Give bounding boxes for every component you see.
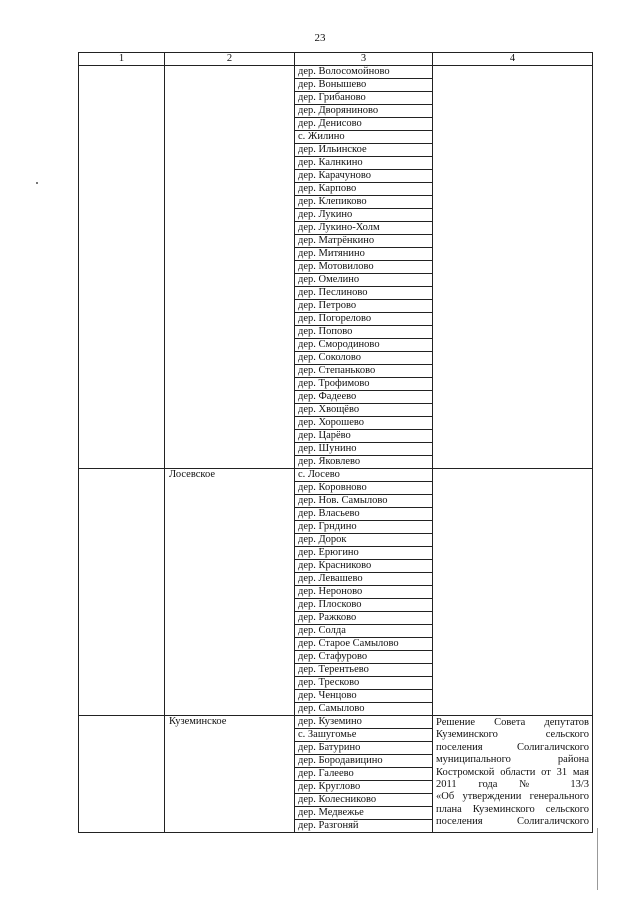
village-list — [295, 469, 432, 715]
village-item: с. Лосево — [295, 469, 432, 482]
column-header: 4 — [433, 53, 593, 66]
village-item: дер. Мотовилово — [295, 261, 432, 274]
column-header: 3 — [295, 53, 433, 66]
village-item: дер. Яковлево — [298, 456, 361, 467]
village-item: дер. Ражково — [295, 612, 432, 625]
region-cell — [79, 66, 165, 469]
village-item: дер. Шунино — [295, 443, 432, 456]
village-item: дер. Нов. Самылово — [295, 495, 432, 508]
village-item: дер. Петрово — [295, 300, 432, 313]
column-header: 1 — [79, 53, 165, 66]
village-item: дер. Хорошево — [295, 417, 432, 430]
scan-speck — [36, 182, 38, 184]
village-item: дер. Клепиково — [295, 196, 432, 209]
decision-note-line: поселения Солигаличского — [436, 741, 589, 753]
village-item: дер. Попово — [295, 326, 432, 339]
village-item: дер. Круглово — [295, 781, 432, 794]
villages-cell — [295, 469, 433, 716]
village-item: дер. Грндино — [295, 521, 432, 534]
village-item: дер. Трофимово — [295, 378, 432, 391]
village-item: с. Зашугомье — [295, 729, 432, 742]
village-item: дер. Стафурово — [295, 651, 432, 664]
village-list — [295, 716, 432, 832]
settlement-cell — [165, 716, 295, 833]
village-item: дер. Старое Самылово — [295, 638, 432, 651]
document-basis-cell — [433, 469, 593, 716]
village-item: дер. Фадеево — [295, 391, 432, 404]
village-item: дер. Калнкино — [295, 157, 432, 170]
settlement-cell — [165, 66, 295, 469]
village-item: дер. Волосомойново — [295, 66, 432, 79]
village-item: дер. Вонышево — [295, 79, 432, 92]
decision-note-line: Куземинского сельского — [436, 729, 589, 741]
village-item: дер. Разгоняй — [298, 820, 359, 831]
village-item: дер. Хвощёво — [295, 404, 432, 417]
village-item: дер. Батурино — [295, 742, 432, 755]
settlements-table — [78, 52, 593, 833]
village-list — [295, 66, 432, 468]
village-item: дер. Лукино — [295, 209, 432, 222]
settlement-name: Куземинское — [169, 716, 227, 727]
decision-note-line: «Об утверждении генерального — [436, 791, 589, 803]
village-item: дер. Дворяниново — [295, 105, 432, 118]
column-header: 2 — [165, 53, 295, 66]
village-item: дер. Самылово — [298, 703, 365, 714]
village-item: дер. Царёво — [295, 430, 432, 443]
region-cell — [79, 469, 165, 716]
village-item: дер. Матрёнкино — [295, 235, 432, 248]
scan-edge-line — [597, 828, 598, 890]
village-item: дер. Погорелово — [295, 313, 432, 326]
village-item: дер. Колесниково — [295, 794, 432, 807]
village-item: дер. Смородиново — [295, 339, 432, 352]
settlement-group-row — [79, 469, 593, 716]
decision-note-line: Решение Совета депутатов — [436, 717, 589, 728]
village-item: дер. Грибаново — [295, 92, 432, 105]
village-item: с. Жилино — [295, 131, 432, 144]
village-item: дер. Митянино — [295, 248, 432, 261]
villages-cell — [295, 716, 433, 833]
village-item: дер. Терентьево — [295, 664, 432, 677]
decision-note-line: поселения Солигаличского — [436, 816, 589, 828]
document-basis-cell — [433, 66, 593, 469]
village-item: дер. Лукино-Холм — [295, 222, 432, 235]
village-item: дер. Ерюгино — [295, 547, 432, 560]
decision-note-line: 2011 года № 13/3 — [436, 779, 589, 791]
village-item: дер. Омелино — [295, 274, 432, 287]
village-item: дер. Дорок — [295, 534, 432, 547]
village-item: дер. Медвежье — [295, 807, 432, 820]
village-item: дер. Ильинское — [295, 144, 432, 157]
village-item: дер. Карпово — [295, 183, 432, 196]
village-item: дер. Власьево — [295, 508, 432, 521]
village-item: дер. Соколово — [295, 352, 432, 365]
village-item: дер. Галеево — [295, 768, 432, 781]
decision-note-line: муниципального района — [436, 754, 589, 766]
village-item: дер. Степаньково — [295, 365, 432, 378]
village-item: дер. Левашево — [295, 573, 432, 586]
header-row — [79, 53, 593, 66]
decision-note-line: плана Куземинского сельского — [436, 803, 589, 815]
village-item: дер. Нероново — [295, 586, 432, 599]
settlement-name: Лосевское — [169, 469, 215, 480]
region-cell — [79, 716, 165, 833]
decision-note-line: Костромской области от 31 мая — [436, 766, 589, 778]
village-item: дер. Солда — [295, 625, 432, 638]
settlement-group-row — [79, 716, 593, 833]
village-item: дер. Ченцово — [295, 690, 432, 703]
settlement-cell — [165, 469, 295, 716]
village-item: дер. Песлиново — [295, 287, 432, 300]
decision-note — [433, 716, 592, 829]
document-basis-cell — [433, 716, 593, 833]
village-item: дер. Тресково — [295, 677, 432, 690]
settlement-group-row — [79, 66, 593, 469]
villages-cell — [295, 66, 433, 469]
village-item: дер. Коровново — [295, 482, 432, 495]
village-item: дер. Бородавицино — [295, 755, 432, 768]
page-number: 23 — [314, 32, 326, 44]
village-item: дер. Плосково — [295, 599, 432, 612]
village-item: дер. Куземино — [295, 716, 432, 729]
village-item: дер. Карачуново — [295, 170, 432, 183]
village-item: дер. Красниково — [295, 560, 432, 573]
village-item: дер. Денисово — [295, 118, 432, 131]
